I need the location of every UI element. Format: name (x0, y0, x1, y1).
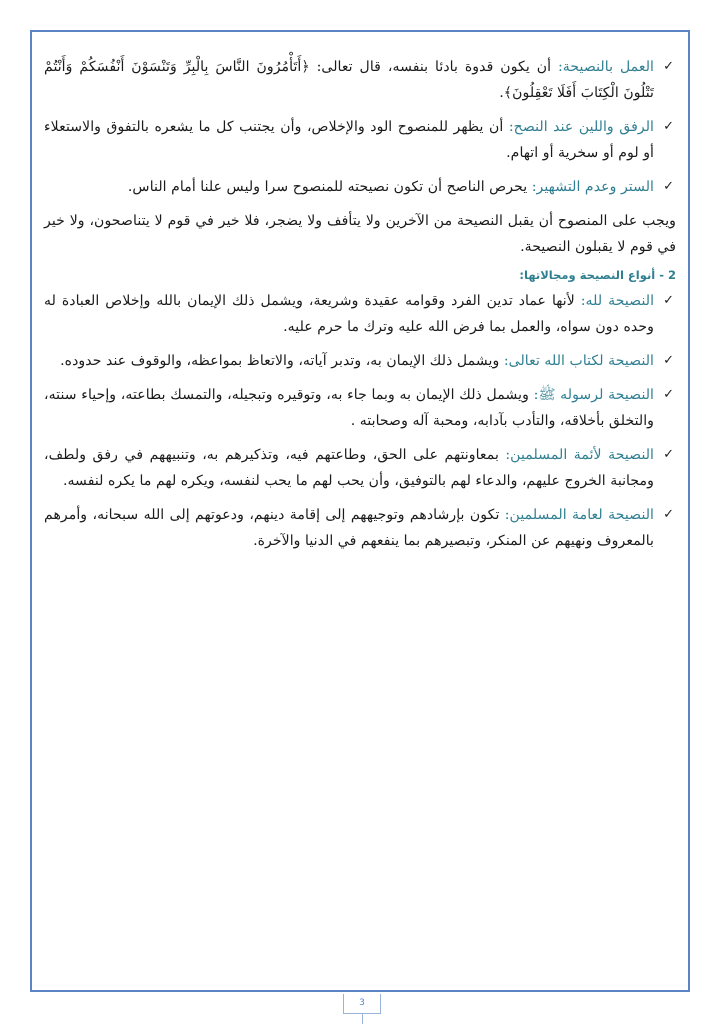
list-item (44, 174, 676, 200)
item-term: النصيحة لأئمة المسلمين: (505, 447, 654, 463)
item-term: النصيحة لله: (580, 293, 655, 309)
item-text: تكون بإرشادهم وتوجيههم إلى إقامة دينهم، ودعوتهم إلى الله سبحانه، وأمرهم بالمعروف ونهيهم عن المنكر، وتبصيرهم بما ينفعهم في الدنيا والآخرة. (44, 507, 654, 549)
checkmark-icon: ✓ (663, 507, 674, 522)
item-term: الرفق واللين عند النصح: (508, 119, 654, 135)
list-item (44, 288, 676, 340)
list-item (44, 442, 676, 494)
item-term: النصيحة لرسوله ﷺ: (533, 387, 654, 403)
checkmark-icon: ✓ (663, 293, 674, 308)
checkmark-icon: ✓ (663, 59, 674, 74)
item-term: النصيحة لعامة المسلمين: (504, 507, 654, 523)
checkmark-icon: ✓ (663, 119, 674, 134)
list-item (44, 348, 676, 374)
list-item (44, 382, 676, 434)
checkmark-icon: ✓ (663, 387, 674, 402)
paragraph: ويجب على المنصوح أن يقبل النصيحة من الآخرين ولا يتأفف ولا يضجر، فلا خير في قوم لا يتناصحون، ولا خير في قوم لا يقبلون النصيحة. (44, 213, 676, 255)
list-item (44, 54, 676, 106)
item-term: العمل بالنصيحة: (558, 59, 654, 75)
item-text: ويشمل ذلك الإيمان به وبما جاء به، وتوقيره وتبجيله، والتمسك بطاعته، وإحياء سنته، والتخلق بأخلاقه، والتأدب بآدابه، ومحبة آله وصحابته . (44, 387, 654, 429)
item-term: الستر وعدم التشهير: (531, 179, 654, 195)
checkmark-icon: ✓ (663, 179, 674, 194)
checkmark-icon: ✓ (663, 447, 674, 462)
list-item (44, 114, 676, 166)
item-text: يحرص الناصح أن تكون نصيحته للمنصوح سرا وليس علنا أمام الناس. (127, 179, 532, 195)
item-text: بمعاونتهم على الحق، وطاعتهم فيه، وتذكيرهم به، وتنبيههم في رفق ولطف، ومجانبة الخروج عليهم، والدعاء لهم بالتوفيق، وأن يحب لهم ما يحب لنفسه، ويكره لهم ما يكره لنفسه. (44, 447, 654, 489)
section-heading: 2 - أنواع النصيحة ومجالاتها: (519, 268, 676, 282)
page-number-stem (362, 1014, 363, 1024)
document-body (44, 54, 676, 562)
item-text: ويشمل ذلك الإيمان به، وتدبر آياته، والاتعاظ بمواعظه، والوقوف عند حدوده. (60, 353, 504, 369)
checkmark-icon: ✓ (663, 353, 674, 368)
page-number: 3 (343, 994, 381, 1014)
list-item (44, 502, 676, 554)
item-text: أن يظهر للمنصوح الود والإخلاص، وأن يجتنب كل ما يشعره بالتفوق والاستعلاء أو لوم أو سخرية أو اتهام. (44, 119, 654, 161)
item-text: لأنها عماد تدين الفرد وقوامه عقيدة وشريعة، ويشمل ذلك الإيمان بالله وإخلاص العبادة له وحده دون سواه، والعمل بما فرض الله عليه وترك ما حرم عليه. (44, 293, 654, 335)
item-text: أن يكون قدوة بادئا بنفسه، قال تعالى: ﴿أَتَأْمُرُونَ النَّاسَ بِالْبِرِّ وَتَنْسَوْنَ أَنْفُسَكُمْ وَأَنْتُمْ تَتْلُونَ الْكِتَابَ أَفَلَا تَعْقِلُونَ﴾. (44, 59, 654, 101)
item-term: النصيحة لكتاب الله تعالى: (503, 353, 654, 369)
